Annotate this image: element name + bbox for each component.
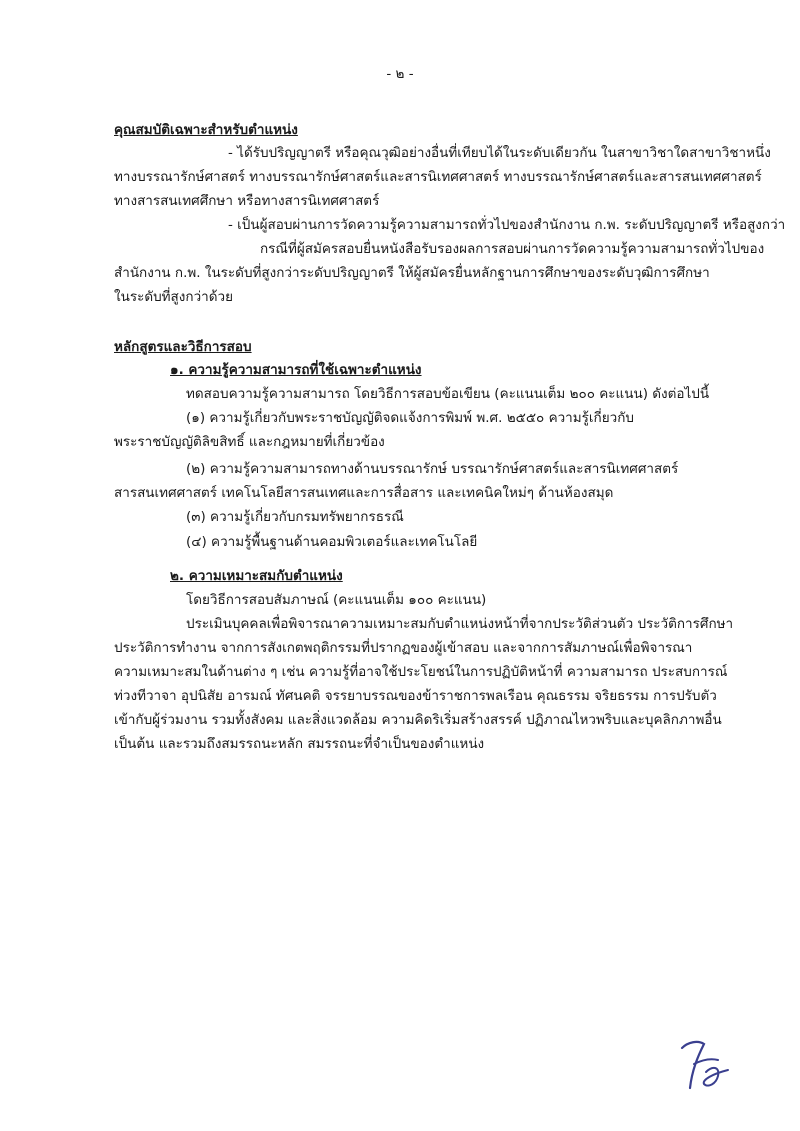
part2-line: ประวัติการทำงาน จากการสังเกตพฤติกรรมที่ปรากฏของผู้เข้าสอบ และจากการสัมภาษณ์เพื่อพิจารณา [114, 640, 693, 656]
qualifications-heading: คุณสมบัติเฉพาะสำหรับตำแหน่ง [114, 122, 298, 138]
part2-line: ท่วงทีวาจา อุปนิสัย อารมณ์ ทัศนคติ จรรยาบรรณของข้าราชการพลเรือน คุณธรรม จริยธรรม การปรับตัว [114, 688, 717, 704]
part1-item: (๒) ความรู้ความสามารถทางด้านบรรณารักษ์ บรรณารักษ์ศาสตร์และสารนิเทศศาสตร์ [186, 461, 679, 477]
qualification-line: ในระดับที่สูงกว่าด้วย [114, 289, 233, 305]
part2-line: ความเหมาะสมในด้านต่าง ๆ เช่น ความรู้ที่อาจใช้ประโยชน์ในการปฏิบัติหน้าที่ ความสามารถ ประสบการณ์ [114, 664, 728, 680]
part1-item: (๔) ความรู้พื้นฐานด้านคอมพิวเตอร์และเทคโนโลยี [186, 534, 478, 550]
part2-line: ประเมินบุคคลเพื่อพิจารณาความเหมาะสมกับตำแหน่งหน้าที่จากประวัติส่วนตัว ประวัติการศึกษา [186, 616, 734, 632]
qualification-line: ทางสารสนเทศศึกษา หรือทางสารนิเทศศาสตร์ [114, 193, 380, 209]
part1-item: (๑) ความรู้เกี่ยวกับพระราชบัญญัติจดแจ้งการพิมพ์ พ.ศ. ๒๕๕๐ ความรู้เกี่ยวกับ [186, 410, 634, 426]
part2-heading: ๒. ความเหมาะสมกับตำแหน่ง [170, 568, 343, 584]
qualification-line: กรณีที่ผู้สมัครสอบยื่นหนังสือรับรองผลการสอบผ่านการวัดความรู้ความสามารถทั่วไปของ [260, 241, 765, 257]
qualification-line: ทางบรรณารักษ์ศาสตร์ ทางบรรณารักษ์ศาสตร์และสารนิเทศศาสตร์ ทางบรรณารักษ์ศาสตร์และสารสนเทศศาสตร์ [114, 169, 762, 185]
qualification-line: - เป็นผู้สอบผ่านการวัดความรู้ความสามารถทั่วไปของสำนักงาน ก.พ. ระดับปริญญาตรี หรือสูงกว่า [228, 217, 786, 233]
part1-item: สารสนเทศศาสตร์ เทคโนโลยีสารสนเทศและการสื่อสาร และเทคนิคใหม่ๆ ด้านห้องสมุด [114, 485, 614, 501]
part1-item: (๓) ความรู้เกี่ยวกับกรมทรัพยากรธรณี [186, 509, 404, 525]
part1-heading: ๑. ความรู้ความสามารถที่ใช้เฉพาะตำแหน่ง [170, 362, 422, 378]
page-number: - ๒ - [386, 66, 414, 82]
part2-line: เป็นต้น และรวมถึงสมรรถนะหลัก สมรรถนะที่จำเป็นของตำแหน่ง [114, 736, 485, 752]
part1-item: พระราชบัญญัติลิขสิทธิ์ และกฎหมายที่เกี่ยวข้อง [114, 434, 385, 450]
signature-initials [668, 1030, 738, 1100]
part1-intro: ทดสอบความรู้ความสามารถ โดยวิธีการสอบข้อเขียน (คะแนนเต็ม ๒๐๐ คะแนน) ดังต่อไปนี้ [186, 386, 710, 402]
exam-heading: หลักสูตรและวิธีการสอบ [114, 339, 252, 355]
part2-line: เข้ากับผู้ร่วมงาน รวมทั้งสังคม และสิ่งแวดล้อม ความคิดริเริ่มสร้างสรรค์ ปฏิภาณไหวพริบและบุคลิกภาพอื่น [114, 712, 722, 728]
qualification-line: - ได้รับปริญญาตรี หรือคุณวุฒิอย่างอื่นที่เทียบได้ในระดับเดียวกัน ในสาขาวิชาใดสาขาวิชาหนึ่ง [228, 145, 771, 161]
qualification-line: สำนักงาน ก.พ. ในระดับที่สูงกว่าระดับปริญญาตรี ให้ผู้สมัครยื่นหลักฐานการศึกษาของระดับวุฒิการศึกษา [114, 265, 710, 281]
part2-intro: โดยวิธีการสอบสัมภาษณ์ (คะแนนเต็ม ๑๐๐ คะแนน) [186, 592, 487, 608]
